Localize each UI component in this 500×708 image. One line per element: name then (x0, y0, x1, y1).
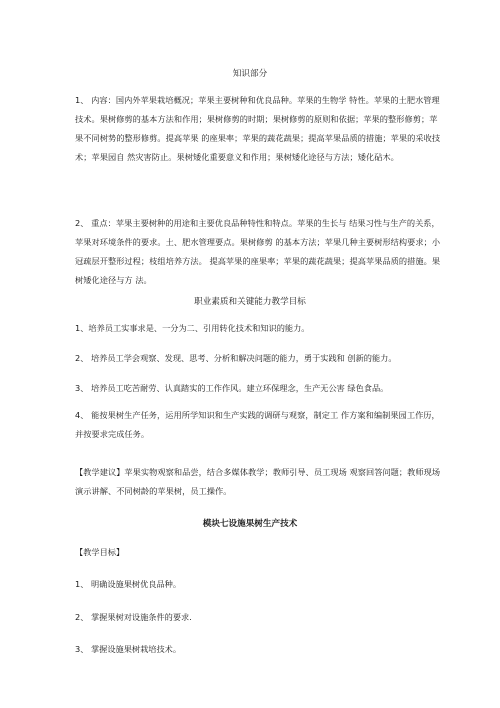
teaching-suggestion: 【教学建议】苹果实物观察和品尝，结合多媒体教学；教师引导、员工现场 观察回答问题；教师现场演示讲解、不同树龄的苹果树，员工操作。 (75, 467, 441, 496)
teaching-goal-label: 【教学目标】 (75, 547, 125, 557)
module-goal-3: 3、 掌握设施果树栽培技术。 (75, 644, 182, 654)
section-title-knowledge: 知识部分 (232, 69, 268, 79)
module-title: 模块七设施果树生产技术 (202, 519, 298, 529)
goal-item-3: 3、 培养员工吃苦耐劳、认真踏实的工作作风。建立环保理念，生产无公害 绿色食品。 (75, 383, 389, 393)
module-goal-2: 2、 掌握果树对设施条件的要求. (75, 612, 192, 622)
goal-item-2: 2、 培养员工学会观察、发现、思考、分析和解决问题的能力，勇于实践和 创新的能力。 (75, 353, 397, 363)
module-goal-1: 1、 明确设施果树优良品种。 (75, 579, 182, 589)
paragraph-content: 1、 内容：国内外苹果栽培概况；苹果主要树种和优良品种。苹果的生物学 特性。苹果的土肥水管理技术。果树修剪的基本方法和作用；果树修剪的时期；果树修剪的原则和依据；苹果的整形修剪；苹果不同树势的整形修剪。提高苹果 的座果率；苹果的蔬花蔬果；提高苹果品质的措施；苹果的采收技术；苹果园自 然灾害防止。果树矮化重要意义和作用；果树矮化途径与方法；矮化砧木。 (75, 95, 441, 162)
section-title-goals: 职业素质和关键能力教学目标 (194, 297, 306, 307)
goal-item-1: 1、培养员工实事求是、一分为二、引用转化技术和知识的能力。 (75, 323, 310, 333)
goal-item-4: 4、 能按果树生产任务，运用所学知识和生产实践的调研与观察，制定工 作方案和编制果园工作历，并按要求完成任务。 (75, 410, 440, 439)
paragraph-key-points: 2、 重点：苹果主要树种的用途和主要优良品种特性和特点。苹果的生长与 结果习性与生产的关系，苹果对环境条件的要求。土、肥水管理要点。果树修剪 的基本方法；苹果几种主要树形结构要求；小冠疏层开整形过程；枝组培养方法。 提高苹果的座果率；苹果的蔬花蔬果；提高苹果品质的措施。果树矮化途径与方 法。 (75, 218, 441, 285)
